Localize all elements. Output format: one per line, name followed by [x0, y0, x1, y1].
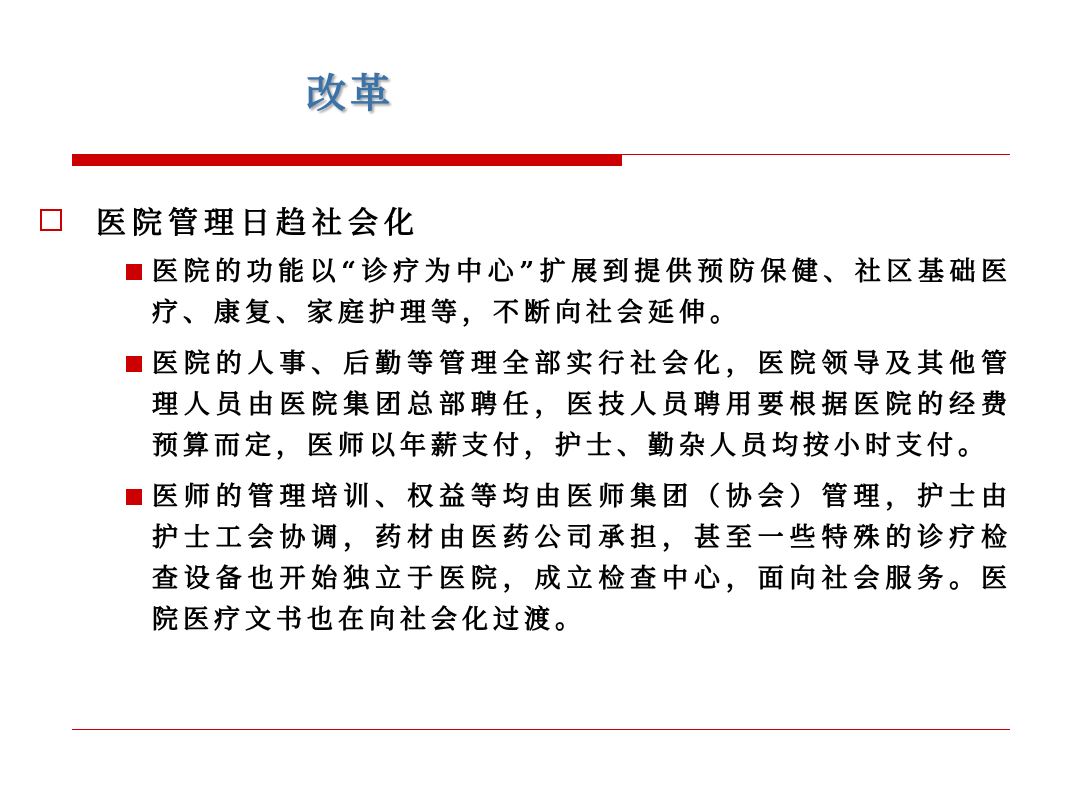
list-item — [126, 252, 1016, 334]
list-item — [126, 477, 1016, 641]
title-underline-thick — [72, 154, 622, 166]
title-underline-thin — [622, 154, 1010, 155]
list-item — [126, 344, 1016, 467]
hollow-square-bullet-icon — [40, 209, 62, 231]
filled-square-bullet-icon — [126, 489, 142, 505]
filled-square-bullet-icon — [126, 356, 142, 372]
bullet-list — [126, 252, 1016, 651]
bullet-text: 医院的人事、后勤等管理全部实行社会化，医院领导及其他管理人员由医院集团总部聘任，医技人员聘用要根据医院的经费预算而定，医师以年薪支付，护士、勤杂人员均按小时支付。 — [152, 349, 1012, 461]
footer-rule — [72, 729, 1010, 730]
filled-square-bullet-icon — [126, 264, 142, 280]
bullet-text: 医院的功能以“诊疗为中心”扩展到提供预防保健、社区基础医疗、康复、家庭护理等，不断向社会延伸。 — [152, 257, 1012, 328]
bullet-text: 医师的管理培训、权益等均由医师集团（协会）管理，护士由护士工会协调，药材由医药公司承担，甚至一些特殊的诊疗检查设备也开始独立于医院，成立检查中心，面向社会服务。医院医疗文书也在向社会化过渡。 — [152, 482, 1012, 635]
slide-title: 改革 — [306, 70, 394, 117]
section-heading: 医院管理日趋社会化 — [96, 206, 420, 241]
level1-bullet — [40, 198, 1020, 242]
